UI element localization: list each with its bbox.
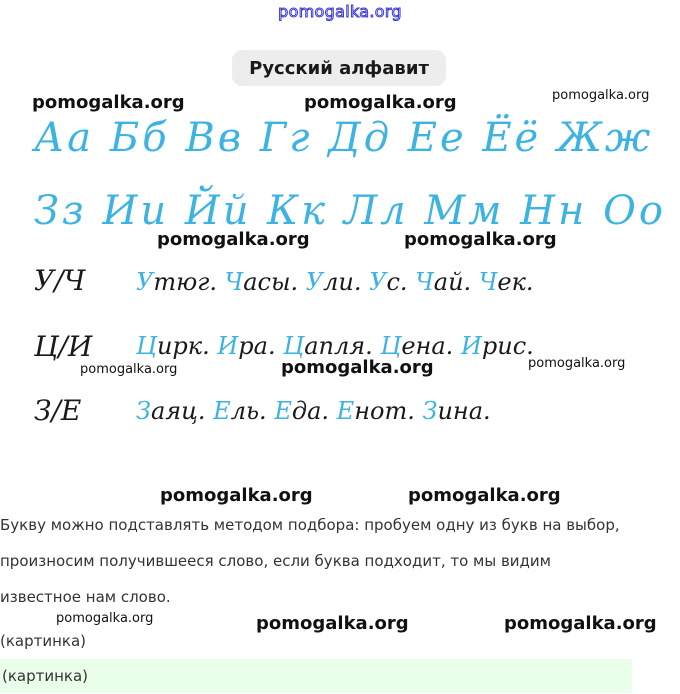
watermark: pomogalka.org [281,357,434,378]
example-word [283,332,373,360]
picture-placeholder-highlighted [0,659,632,693]
example-word [479,268,534,296]
word-rest: ра. [238,332,276,360]
explanation-line: произносим получившееся слово, если буква подходит, то мы видим [0,552,551,570]
word-rest: ина. [437,397,491,425]
watermark: pomogalka.org [32,92,185,113]
example-words-line [136,332,534,360]
example-word [337,397,415,425]
word-rest: ай. [433,268,472,296]
word-rest: асы. [243,268,299,296]
letter-pair-label: У/Ч [34,264,86,297]
example-word [136,268,217,296]
highlighted-letter: З [136,397,151,425]
example-word [136,332,210,360]
word-rest: аяц. [150,397,206,425]
word-rest: ек. [497,268,534,296]
watermark: pomogalka.org [408,485,561,506]
highlighted-letter: Е [213,397,231,425]
example-word [217,332,275,360]
watermark: pomogalka.org [80,362,178,377]
example-word [274,397,329,425]
highlighted-letter: З [422,397,438,425]
highlighted-letter: Е [336,397,355,425]
highlighted-letter: Ц [380,332,402,360]
word-rest: ли. [323,268,362,296]
word-rest: ль. [230,397,267,425]
example-word [461,332,534,360]
watermark: pomogalka.org [404,229,557,250]
example-word [136,397,206,425]
highlighted-letter: Е [274,397,292,425]
highlighted-letter: И [217,332,239,360]
word-rest: рис. [481,332,534,360]
highlighted-letter: Ч [224,268,244,296]
example-word [369,268,407,296]
word-rest: нот. [354,397,415,425]
highlighted-letter: И [460,332,482,360]
page-title: Русский алфавит [232,50,446,86]
explanation-line: известное нам слово. [0,588,171,606]
highlighted-letter: Ч [478,268,498,296]
watermark: pomogalka.org [504,613,657,634]
watermark: pomogalka.org [528,356,626,371]
letter-pair-label: З/Е [34,394,82,427]
explanation-line: Букву можно подставлять методом подбора: пробуем одну из букв на выбор, [0,516,620,534]
watermark: pomogalka.org [157,229,310,250]
watermark: pomogalka.org [56,611,154,626]
example-words-line [136,268,534,296]
word-rest: апля. [304,332,373,360]
example-word [380,332,453,360]
example-word [422,397,490,425]
watermark: pomogalka.org [256,613,409,634]
picture-placeholder-text: (картинка) [2,667,89,685]
highlighted-letter: У [369,268,387,296]
word-rest: да. [291,397,330,425]
highlighted-letter: Ц [283,332,305,360]
word-rest: с. [386,268,408,296]
highlighted-letter: У [305,268,324,296]
watermark: pomogalka.org [304,92,457,113]
site-header-link[interactable]: pomogalka.org [278,2,402,21]
example-word [225,268,299,296]
example-word [415,268,471,296]
example-word [213,397,267,425]
highlighted-letter: Ц [136,332,157,360]
word-rest: ена. [401,332,454,360]
highlighted-letter: У [136,268,154,296]
alphabet-row-1: Аа Бб Вв Гг Дд Ее Ёё Жж [34,115,654,161]
word-rest: ирк. [156,332,210,360]
word-rest: тюг. [153,268,217,296]
watermark: pomogalka.org [160,485,313,506]
watermark: pomogalka.org [552,88,650,103]
highlighted-letter: Ч [415,268,434,296]
example-word [306,268,362,296]
alphabet-row-2: Зз Ии Йй Кк Лл Мм Нн Оо [34,188,666,234]
example-words-line [136,397,491,425]
letter-pair-label: Ц/И [34,330,93,363]
picture-placeholder: (картинка) [0,632,87,650]
